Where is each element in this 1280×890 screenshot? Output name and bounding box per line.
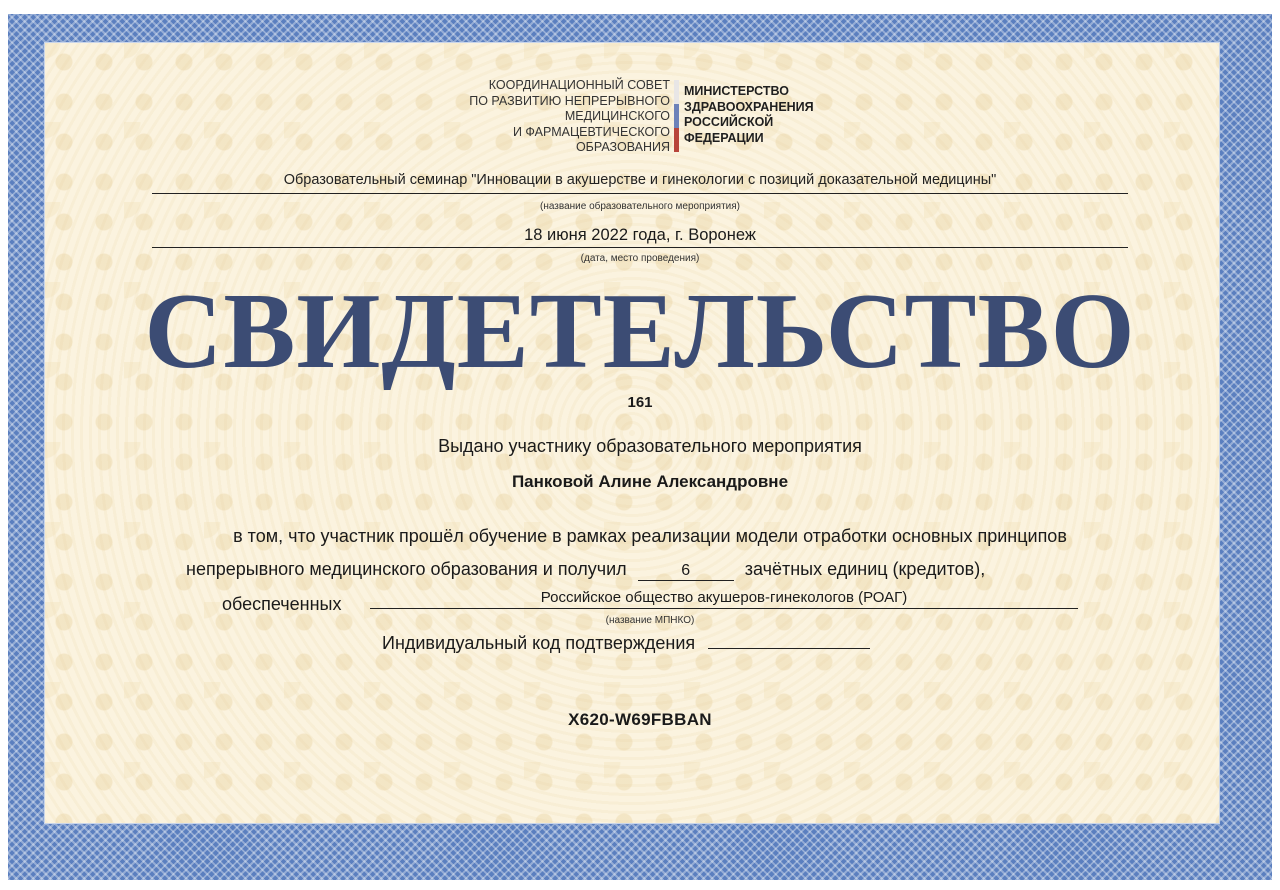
flag-bar-red <box>674 128 679 152</box>
certificate-paper <box>44 42 1220 824</box>
body-line-2-end: зачётных единиц (кредитов), <box>744 559 986 579</box>
confirmation-code: X620-W69FBBAN <box>568 710 712 729</box>
body-line-2 <box>186 559 985 581</box>
council-name <box>420 78 670 156</box>
flag-bar-blue <box>674 104 679 128</box>
event-date-place: 18 июня 2022 года, г. Воронеж <box>524 226 756 244</box>
flag-bar-white <box>674 80 679 104</box>
confirmation-label: Индивидуальный код подтверждения <box>382 633 696 653</box>
council-line: МЕДИЦИНСКОГО <box>564 109 670 123</box>
provided-by-label: обеспеченных <box>222 594 342 614</box>
event-name-caption: (название образовательного мероприятия) <box>539 201 740 212</box>
council-line: И ФАРМАЦЕВТИЧЕСКОГО <box>512 124 670 139</box>
organization-caption: (название МПНКО) <box>605 615 695 626</box>
date-underline <box>152 247 1128 248</box>
council-line: КООРДИНАЦИОННЫЙ СОВЕТ <box>488 78 670 92</box>
certificate-number: 161 <box>627 394 653 411</box>
ministry-line: РОССИЙСКОЙ <box>684 115 774 129</box>
council-line: ОБРАЗОВАНИЯ <box>575 140 670 154</box>
organization-name: Российское общество акушеров-гинекологов (РОАГ) <box>370 589 1078 609</box>
body-line-2-start: непрерывного медицинского образования и получил <box>186 559 627 579</box>
ministry-line: ЗДРАВООХРАНЕНИЯ <box>684 99 814 114</box>
confirmation-code-blank <box>708 630 870 649</box>
council-line: ПО РАЗВИТИЮ НЕПРЕРЫВНОГО <box>469 93 670 108</box>
certificate-title: СВИДЕТЕЛЬСТВО <box>144 272 1136 391</box>
confirmation-line <box>382 630 870 654</box>
issued-to-label: Выдано участнику образовательного мероприятия <box>438 436 862 456</box>
flag-bar <box>674 80 679 152</box>
credits-value: 6 <box>638 562 734 581</box>
ministry-line: МИНИСТЕРСТВО <box>684 84 789 98</box>
recipient-name: Панковой Алине Александровне <box>511 472 789 491</box>
ministry-line: ФЕДЕРАЦИИ <box>684 130 764 145</box>
date-caption: (дата, место проведения) <box>580 253 700 264</box>
ministry-name <box>684 84 814 146</box>
event-name-underline <box>152 193 1128 194</box>
body-line-1: в том, что участник прошёл обучение в рамках реализации модели отработки основных принципов <box>233 526 1067 546</box>
event-name: Образовательный семинар "Инновации в акушерстве и гинекологии с позиций доказательной медицины" <box>283 172 997 188</box>
